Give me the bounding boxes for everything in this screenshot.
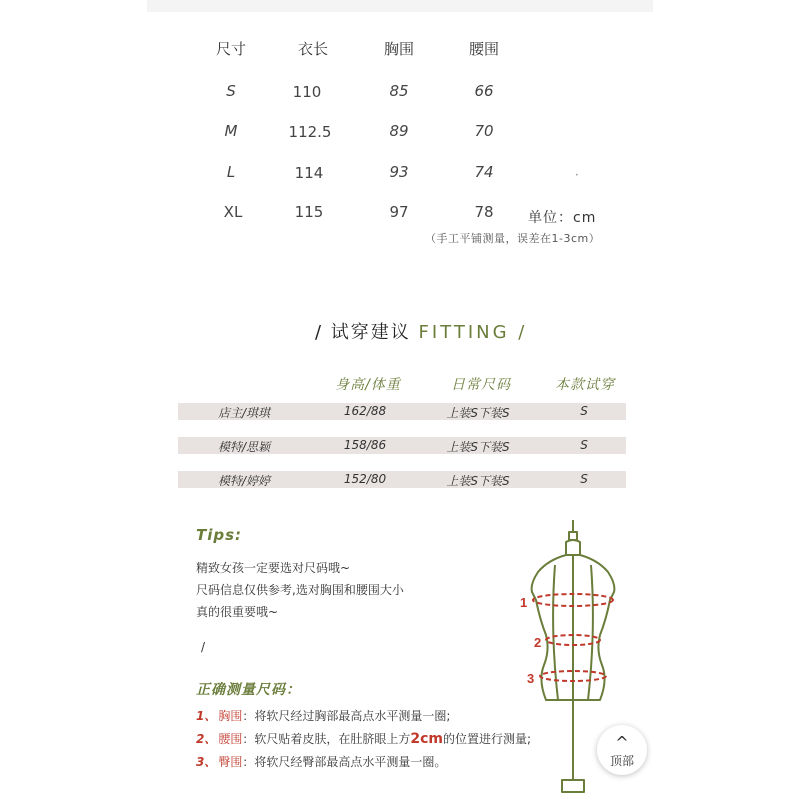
tips-title: Tips: xyxy=(196,526,243,544)
fitting-height-weight: 158/86 xyxy=(343,438,387,452)
cell-size: M xyxy=(224,122,238,140)
header-length: 衣长 xyxy=(297,40,329,58)
measure-label: 胸围 xyxy=(218,709,243,723)
fitting-tried-size: S xyxy=(580,472,588,486)
fitting-title xyxy=(315,318,527,344)
tips-line: 尺码信息仅供参考,选对胸围和腰围大小 xyxy=(196,583,404,597)
fitting-usual-size: 上装S下装S xyxy=(446,440,510,454)
cell-length: 115 xyxy=(294,203,324,221)
cell-size: XL xyxy=(223,203,243,221)
back-to-top-label: 顶部 xyxy=(609,754,634,768)
cell-length: 110 xyxy=(292,83,322,101)
cell-bust: 93 xyxy=(389,163,409,181)
measure-text: ：将软尺经过胸部最高点水平测量一圈; xyxy=(242,709,451,723)
fitting-title-cn: / 试穿建议 xyxy=(315,322,411,343)
tips-line: 精致女孩一定要选对尺码哦~ xyxy=(196,561,351,575)
measure-label: 腰围 xyxy=(218,732,243,746)
cell-bust: 89 xyxy=(389,122,409,140)
measure-text: ：将软尺经臀部最高点水平测量一圈。 xyxy=(242,755,447,769)
cell-bust: 85 xyxy=(389,82,409,100)
header-size: 尺寸 xyxy=(215,40,247,58)
fitting-tried-size: S xyxy=(580,438,588,452)
measure-num: 1、 xyxy=(196,709,217,723)
measure-item-hip xyxy=(196,753,446,770)
cell-bust: 97 xyxy=(389,203,409,221)
fitting-person: 模特/婷婷 xyxy=(217,474,271,488)
cell-size: S xyxy=(226,82,236,100)
fitting-header-usual-size: 日常尺码 xyxy=(451,377,511,393)
header-waist: 腰围 xyxy=(468,40,500,58)
fitting-title-en: FITTING / xyxy=(418,322,528,343)
cell-waist: 74 xyxy=(474,163,494,181)
mannequin-neck xyxy=(566,540,580,555)
fitting-usual-size: 上装S下装S xyxy=(446,406,510,420)
fitting-height-weight: 152/80 xyxy=(343,472,387,486)
header-bust: 胸围 xyxy=(383,40,415,58)
fitting-tried-size: S xyxy=(580,404,588,418)
fitting-usual-size: 上装S下装S xyxy=(446,474,510,488)
cell-length: 112.5 xyxy=(288,123,332,141)
cell-waist: 78 xyxy=(474,203,494,221)
measure-num: 3、 xyxy=(196,755,217,769)
measure-highlight: 2cm xyxy=(410,731,444,747)
measure-label: 臀围 xyxy=(218,755,243,769)
top-strip xyxy=(147,0,653,12)
measure-text: 的位置进行测量; xyxy=(443,732,532,746)
fitting-person: 店主/琪琪 xyxy=(217,406,271,420)
measure-num: 2、 xyxy=(196,732,217,746)
mannequin-label-1: 1 xyxy=(520,595,528,610)
fitting-height-weight: 162/88 xyxy=(343,404,387,418)
measure-title: 正确测量尺码： xyxy=(196,682,301,698)
measure-item-bust xyxy=(196,707,450,724)
tips-line: 真的很重要哦~ xyxy=(196,605,279,619)
mannequin-finial xyxy=(569,520,577,540)
cell-size: L xyxy=(226,163,236,181)
measure-text: ：软尺贴着皮肤，在肚脐眼上方 xyxy=(242,732,411,746)
fitting-header-tried-size: 本款试穿 xyxy=(555,377,615,393)
chevron-up-icon: ^ xyxy=(615,733,629,752)
cell-waist: 70 xyxy=(474,122,494,140)
mannequin-label-3: 3 xyxy=(527,671,535,686)
mannequin-label-2: 2 xyxy=(534,635,542,650)
unit-label: 单位：cm xyxy=(528,210,597,226)
tips-slash: / xyxy=(201,640,206,654)
back-to-top-button[interactable] xyxy=(597,725,647,775)
mannequin-stand xyxy=(562,700,584,792)
measure-item-waist xyxy=(196,730,531,747)
fitting-person: 模特/思颖 xyxy=(217,440,271,454)
cell-length: 114 xyxy=(294,164,324,182)
cell-waist: 66 xyxy=(474,82,494,100)
measure-note: （手工平铺测量，误差在1-3cm） xyxy=(425,232,601,245)
fitting-header-height-weight: 身高/体重 xyxy=(335,377,401,393)
stray-dot: • xyxy=(575,172,579,179)
